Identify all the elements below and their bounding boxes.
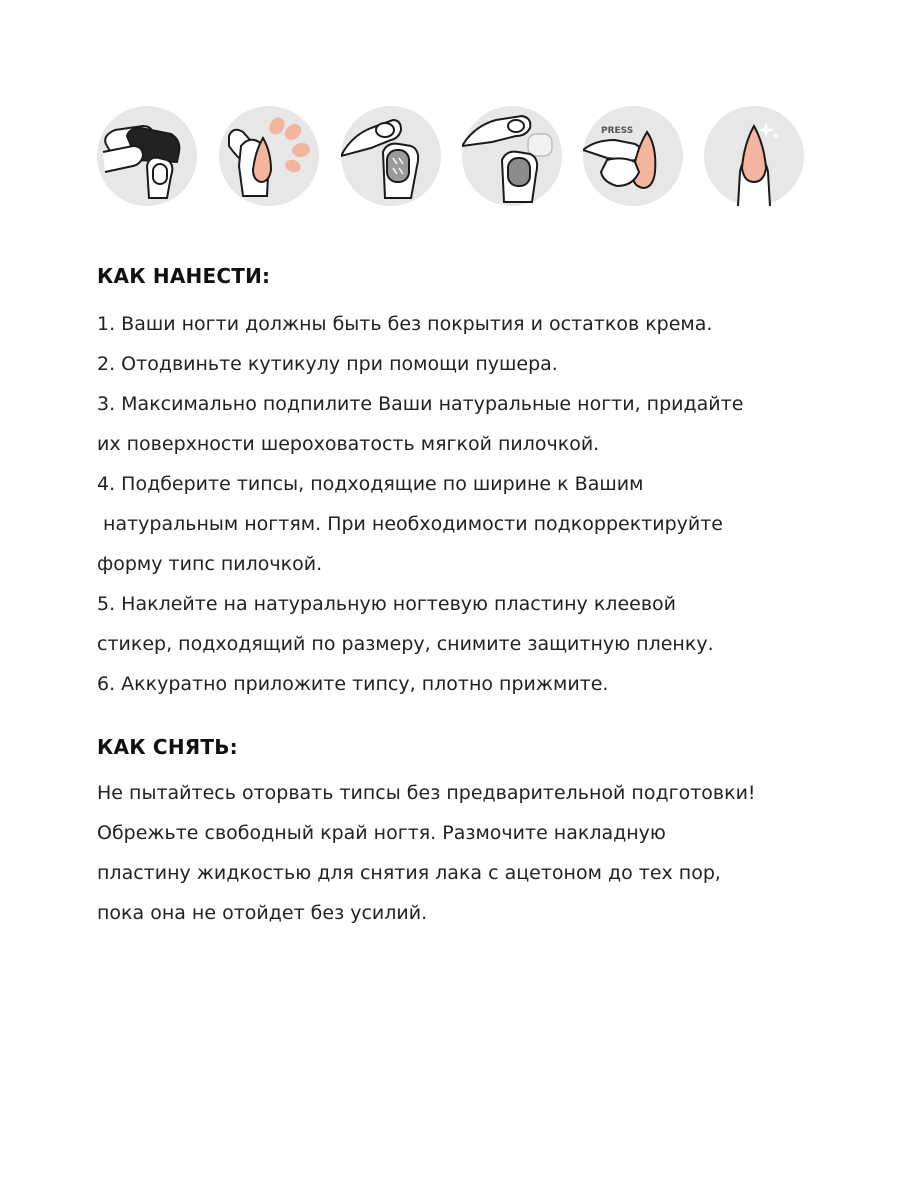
apply-line: 6. Аккуратно приложите типсу, плотно прижмите. xyxy=(97,673,609,695)
remove-title: КАК СНЯТЬ: xyxy=(97,735,238,759)
apply-instructions xyxy=(97,304,857,704)
file-nail-icon xyxy=(341,106,441,206)
apply-line: 3. Максимально подпилите Ваши натуральные ногти, придайте xyxy=(97,393,744,415)
apply-line: натуральным ногтям. При необходимости подкорректируйте xyxy=(97,513,723,535)
remove-line: пластину жидкостью для снятия лака с ацетоном до тех пор, xyxy=(97,862,721,884)
push-cuticle-icon xyxy=(219,106,319,206)
apply-title: КАК НАНЕСТИ: xyxy=(97,264,271,288)
remove-polish-icon xyxy=(97,106,197,206)
apply-line: 1. Ваши ногти должны быть без покрытия и остатков крема. xyxy=(97,313,713,335)
remove-line: пока она не отойдет без усилий. xyxy=(97,902,428,924)
remove-line: Не пытайтесь оторвать типсы без предварительной подготовки! xyxy=(97,782,756,804)
apply-line: 5. Наклейте на натуральную ногтевую пластину клеевой xyxy=(97,593,676,615)
press-tip-icon xyxy=(583,106,683,206)
finished-nail-icon xyxy=(704,106,804,206)
press-label: PRESS xyxy=(601,126,634,136)
apply-line: 2. Отодвиньте кутикулу при помощи пушера. xyxy=(97,353,558,375)
apply-line: их поверхности шероховатость мягкой пилочкой. xyxy=(97,433,600,455)
apply-sticker-icon xyxy=(462,106,562,206)
steps-icons-row xyxy=(0,106,900,208)
apply-line: форму типс пилочкой. xyxy=(97,553,323,575)
apply-line: стикер, подходящий по размеру, снимите защитную пленку. xyxy=(97,633,714,655)
remove-line: Обрежьте свободный край ногтя. Размочите накладную xyxy=(97,822,666,844)
remove-instructions xyxy=(97,773,857,933)
apply-line: 4. Подберите типсы, подходящие по ширине к Вашим xyxy=(97,473,644,495)
